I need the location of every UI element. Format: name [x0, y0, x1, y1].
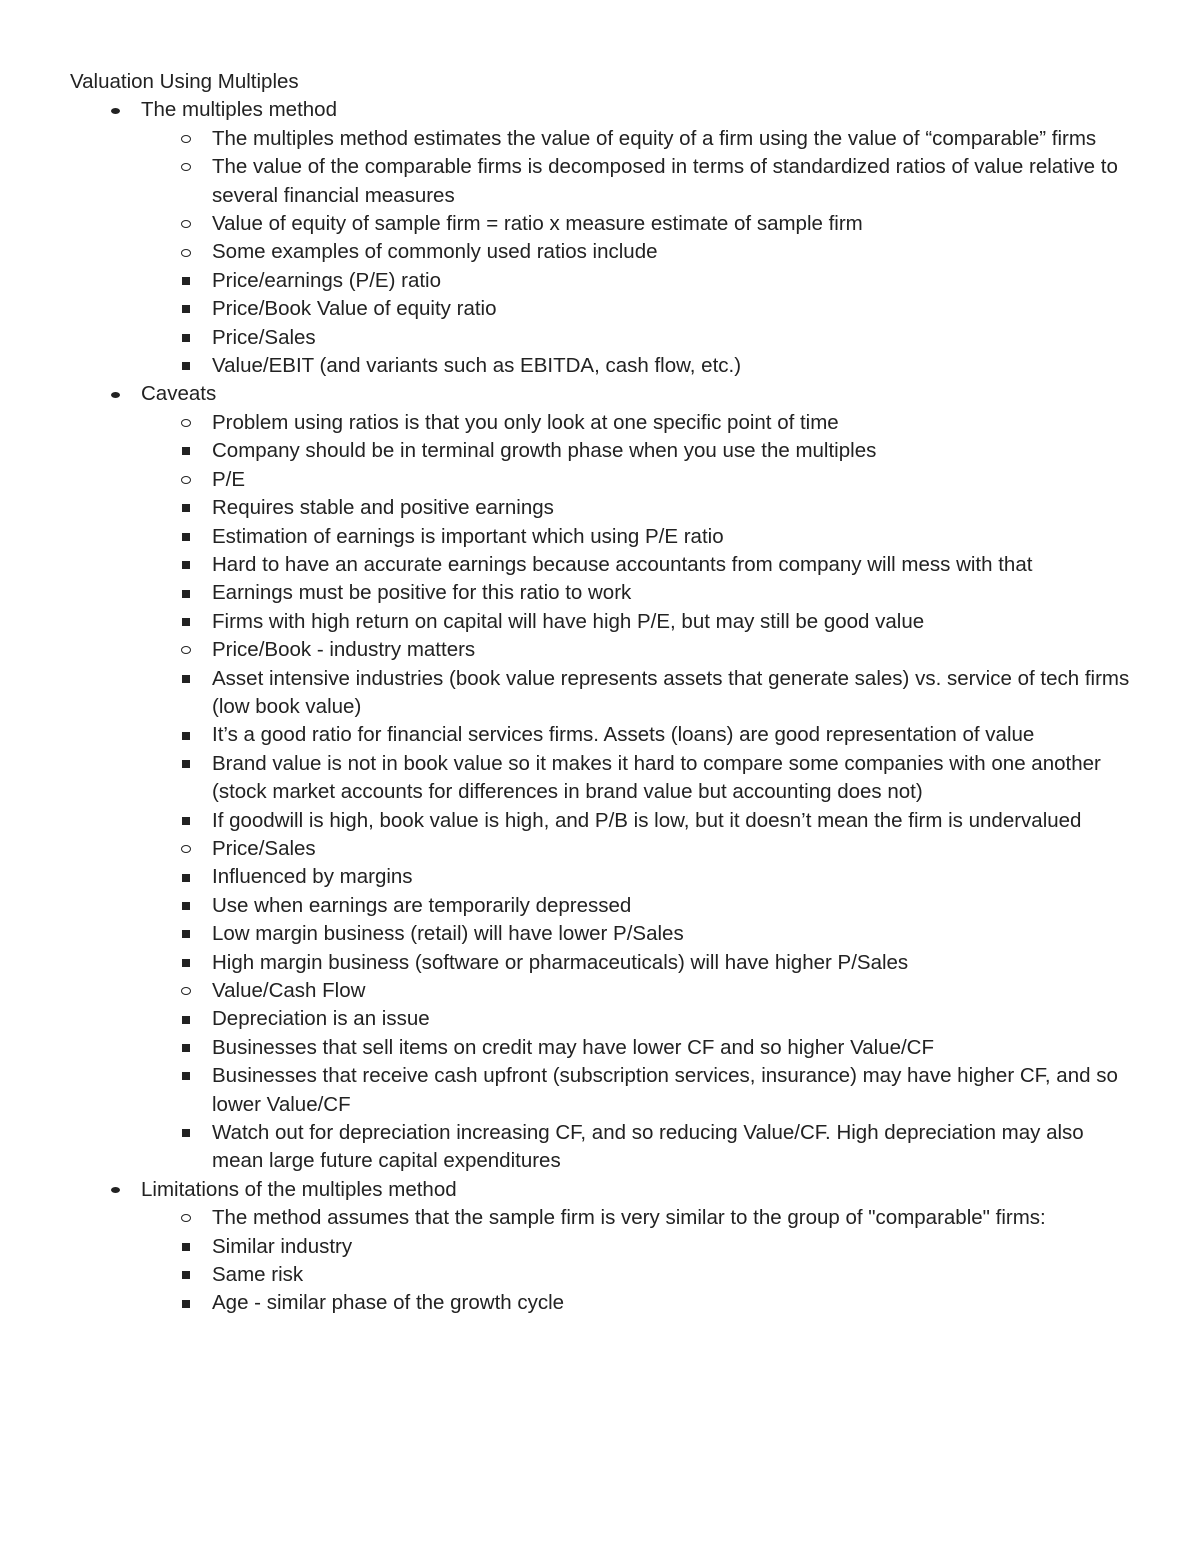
sub-list: [70, 1204, 1140, 1318]
list-item-level3: [141, 523, 1140, 551]
bullet-text: Company should be in terminal growth phase when you use the multiples: [212, 439, 877, 463]
list-item-level2: [141, 153, 1140, 210]
list-item-level2: [141, 1204, 1140, 1318]
list-item-level3: [141, 1062, 1140, 1119]
square-bullet-icon: [179, 437, 193, 465]
dot-shape: [111, 108, 120, 114]
square-bullet-icon: [179, 1261, 193, 1289]
bullet-text: The multiples method: [141, 98, 337, 122]
square-bullet-icon: [179, 579, 193, 607]
square-shape: [182, 1271, 190, 1279]
list-item-level3: [141, 1005, 1140, 1033]
circle-bullet-icon: [179, 153, 193, 181]
bullet-text: The multiples method estimates the value of equity of a firm using the value of “comparable” firms: [212, 126, 1097, 150]
bullet-text: Age - similar phase of the growth cycle: [212, 1291, 565, 1315]
bullet-text: Estimation of earnings is important which using P/E ratio: [212, 524, 724, 548]
square-bullet-icon: [179, 295, 193, 323]
bullet-text: Value/EBIT (and variants such as EBITDA, cash flow, etc.): [212, 354, 742, 378]
square-shape: [182, 533, 190, 541]
square-bullet-icon: [179, 721, 193, 749]
square-shape: [182, 590, 190, 598]
list-item-level3: [141, 1289, 1140, 1317]
sub-sub-list: [141, 665, 1140, 835]
square-shape: [182, 959, 190, 967]
square-bullet-icon: [179, 1289, 193, 1317]
circle-shape: [181, 646, 191, 654]
list-item-level3: [141, 721, 1140, 749]
bullet-text: The value of the comparable firms is decomposed in terms of standardized ratios of value relative to several financial measures: [212, 155, 1118, 207]
dot-bullet-icon: [108, 380, 122, 408]
bullet-text: The method assumes that the sample firm is very similar to the group of "comparable" firms:: [212, 1206, 1046, 1230]
list-item-level3: [141, 608, 1140, 636]
sub-sub-list: [141, 437, 1140, 465]
document-title: Valuation Using Multiples: [70, 70, 299, 93]
dot-shape: [111, 392, 120, 398]
list-item-level3: [141, 437, 1140, 465]
circle-shape: [181, 476, 191, 484]
outline-list: [70, 96, 1140, 1317]
square-shape: [182, 277, 190, 285]
square-bullet-icon: [179, 352, 193, 380]
list-item-level3: [141, 750, 1140, 807]
list-item-level2: [141, 409, 1140, 466]
dot-shape: [111, 1187, 120, 1193]
bullet-text: Caveats: [141, 382, 217, 406]
list-item-level3: [141, 1119, 1140, 1176]
square-bullet-icon: [179, 267, 193, 295]
square-shape: [182, 1300, 190, 1308]
bullet-text: Similar industry: [212, 1234, 353, 1258]
square-shape: [182, 1072, 190, 1080]
bullet-text: Price/Sales: [212, 836, 316, 860]
bullet-text: High margin business (software or pharmaceuticals) will have higher P/Sales: [212, 950, 909, 974]
list-item-level2: [141, 125, 1140, 153]
list-item-level2: [141, 636, 1140, 835]
list-item-level3: [141, 863, 1140, 891]
square-shape: [182, 447, 190, 455]
circle-shape: [181, 1214, 191, 1222]
list-item-level3: [141, 949, 1140, 977]
square-bullet-icon: [179, 750, 193, 778]
bullet-text: Same risk: [212, 1263, 304, 1287]
square-bullet-icon: [179, 494, 193, 522]
bullet-text: Use when earnings are temporarily depressed: [212, 893, 632, 917]
bullet-text: Price/Book - industry matters: [212, 638, 476, 662]
square-shape: [182, 1129, 190, 1137]
circle-shape: [181, 249, 191, 257]
square-shape: [182, 305, 190, 313]
circle-bullet-icon: [179, 125, 193, 153]
circle-shape: [181, 845, 191, 853]
sub-sub-list: [141, 863, 1140, 977]
square-bullet-icon: [179, 807, 193, 835]
bullet-text: Businesses that receive cash upfront (subscription services, insurance) may have higher CF, and so lower Value/CF: [212, 1064, 1118, 1116]
bullet-text: Businesses that sell items on credit may have lower CF and so higher Value/CF: [212, 1035, 935, 1059]
bullet-text: Price/earnings (P/E) ratio: [212, 268, 442, 292]
bullet-text: Value/Cash Flow: [212, 979, 366, 1002]
square-shape: [182, 930, 190, 938]
square-shape: [182, 504, 190, 512]
list-item-level2: [141, 977, 1140, 1176]
square-shape: [182, 817, 190, 825]
list-item-level2: [141, 210, 1140, 238]
square-bullet-icon: [179, 892, 193, 920]
list-item-level3: [141, 1034, 1140, 1062]
sub-list: [70, 409, 1140, 1176]
circle-shape: [181, 163, 191, 171]
square-bullet-icon: [179, 551, 193, 579]
square-bullet-icon: [179, 608, 193, 636]
sub-sub-list: [141, 1005, 1140, 1175]
list-item-level3: [141, 267, 1140, 295]
list-item-level1: [70, 1176, 1140, 1318]
bullet-text: Influenced by margins: [212, 865, 413, 889]
sub-list: [70, 125, 1140, 381]
list-item-level3: [141, 295, 1140, 323]
square-bullet-icon: [179, 1233, 193, 1261]
list-item-level3: [141, 579, 1140, 607]
bullet-text: Price/Sales: [212, 325, 316, 349]
bullet-text: Earnings must be positive for this ratio to work: [212, 581, 632, 605]
bullet-text: Some examples of commonly used ratios include: [212, 240, 658, 264]
square-shape: [182, 561, 190, 569]
list-item-level3: [141, 807, 1140, 835]
square-shape: [182, 362, 190, 370]
circle-bullet-icon: [179, 466, 193, 494]
sub-sub-list: [141, 267, 1140, 381]
list-item-level3: [141, 324, 1140, 352]
list-item-level3: [141, 494, 1140, 522]
list-item-level3: [141, 1233, 1140, 1261]
square-shape: [182, 618, 190, 626]
square-bullet-icon: [179, 1005, 193, 1033]
list-item-level3: [141, 352, 1140, 380]
square-shape: [182, 675, 190, 683]
list-item-level3: [141, 551, 1140, 579]
document-page: [70, 68, 1140, 1318]
bullet-text: Hard to have an accurate earnings because accountants from company will mess with that: [212, 552, 1033, 576]
list-item-level2: [141, 835, 1140, 977]
bullet-text: P/E: [212, 467, 246, 491]
circle-bullet-icon: [179, 835, 193, 863]
list-item-level2: [141, 238, 1140, 380]
square-shape: [182, 1016, 190, 1024]
sub-sub-list: [141, 1233, 1140, 1318]
dot-bullet-icon: [108, 1176, 122, 1204]
circle-shape: [181, 419, 191, 427]
bullet-text: Requires stable and positive earnings: [212, 496, 554, 520]
square-shape: [182, 902, 190, 910]
square-bullet-icon: [179, 1062, 193, 1090]
circle-bullet-icon: [179, 977, 193, 1005]
square-bullet-icon: [179, 920, 193, 948]
list-item-level3: [141, 1261, 1140, 1289]
list-item-level3: [141, 665, 1140, 722]
bullet-text: Value of equity of sample firm = ratio x measure estimate of sample firm: [212, 212, 863, 236]
circle-bullet-icon: [179, 1204, 193, 1232]
bullet-text: Brand value is not in book value so it makes it hard to compare some companies with one another (stock market accounts for differences in brand value but accounting does not): [212, 751, 1101, 804]
square-bullet-icon: [179, 863, 193, 891]
list-item-level1: [70, 96, 1140, 380]
circle-shape: [181, 220, 191, 228]
list-item-level3: [141, 920, 1140, 948]
bullet-text: Depreciation is an issue: [212, 1007, 430, 1031]
square-shape: [182, 1044, 190, 1052]
bullet-text: Watch out for depreciation increasing CF, and so reducing Value/CF. High depreciation may also mean large future capital expenditures: [212, 1121, 1084, 1173]
bullet-text: Limitations of the multiples method: [141, 1177, 457, 1201]
square-bullet-icon: [179, 1034, 193, 1062]
square-bullet-icon: [179, 949, 193, 977]
circle-bullet-icon: [179, 210, 193, 238]
circle-bullet-icon: [179, 238, 193, 266]
circle-bullet-icon: [179, 636, 193, 664]
dot-bullet-icon: [108, 96, 122, 124]
square-shape: [182, 760, 190, 768]
sub-sub-list: [141, 494, 1140, 636]
square-shape: [182, 1243, 190, 1251]
circle-shape: [181, 987, 191, 995]
bullet-text: Firms with high return on capital will have high P/E, but may still be good value: [212, 609, 925, 633]
circle-shape: [181, 135, 191, 143]
square-bullet-icon: [179, 665, 193, 693]
bullet-text: Asset intensive industries (book value represents assets that generate sales) vs. service of tech firms (low book value): [212, 666, 1130, 718]
square-bullet-icon: [179, 324, 193, 352]
bullet-text: If goodwill is high, book value is high, and P/B is low, but it doesn’t mean the firm is undervalued: [212, 808, 1082, 832]
bullet-text: Low margin business (retail) will have lower P/Sales: [212, 922, 684, 946]
list-item-level3: [141, 892, 1140, 920]
bullet-text: Problem using ratios is that you only look at one specific point of time: [212, 410, 839, 434]
bullet-text: Price/Book Value of equity ratio: [212, 297, 497, 321]
square-bullet-icon: [179, 1119, 193, 1147]
square-shape: [182, 732, 190, 740]
square-shape: [182, 334, 190, 342]
square-shape: [182, 874, 190, 882]
list-item-level1: [70, 380, 1140, 1175]
circle-bullet-icon: [179, 409, 193, 437]
square-bullet-icon: [179, 523, 193, 551]
bullet-text: It’s a good ratio for financial services firms. Assets (loans) are good representation of value: [212, 723, 1035, 747]
list-item-level2: [141, 466, 1140, 636]
